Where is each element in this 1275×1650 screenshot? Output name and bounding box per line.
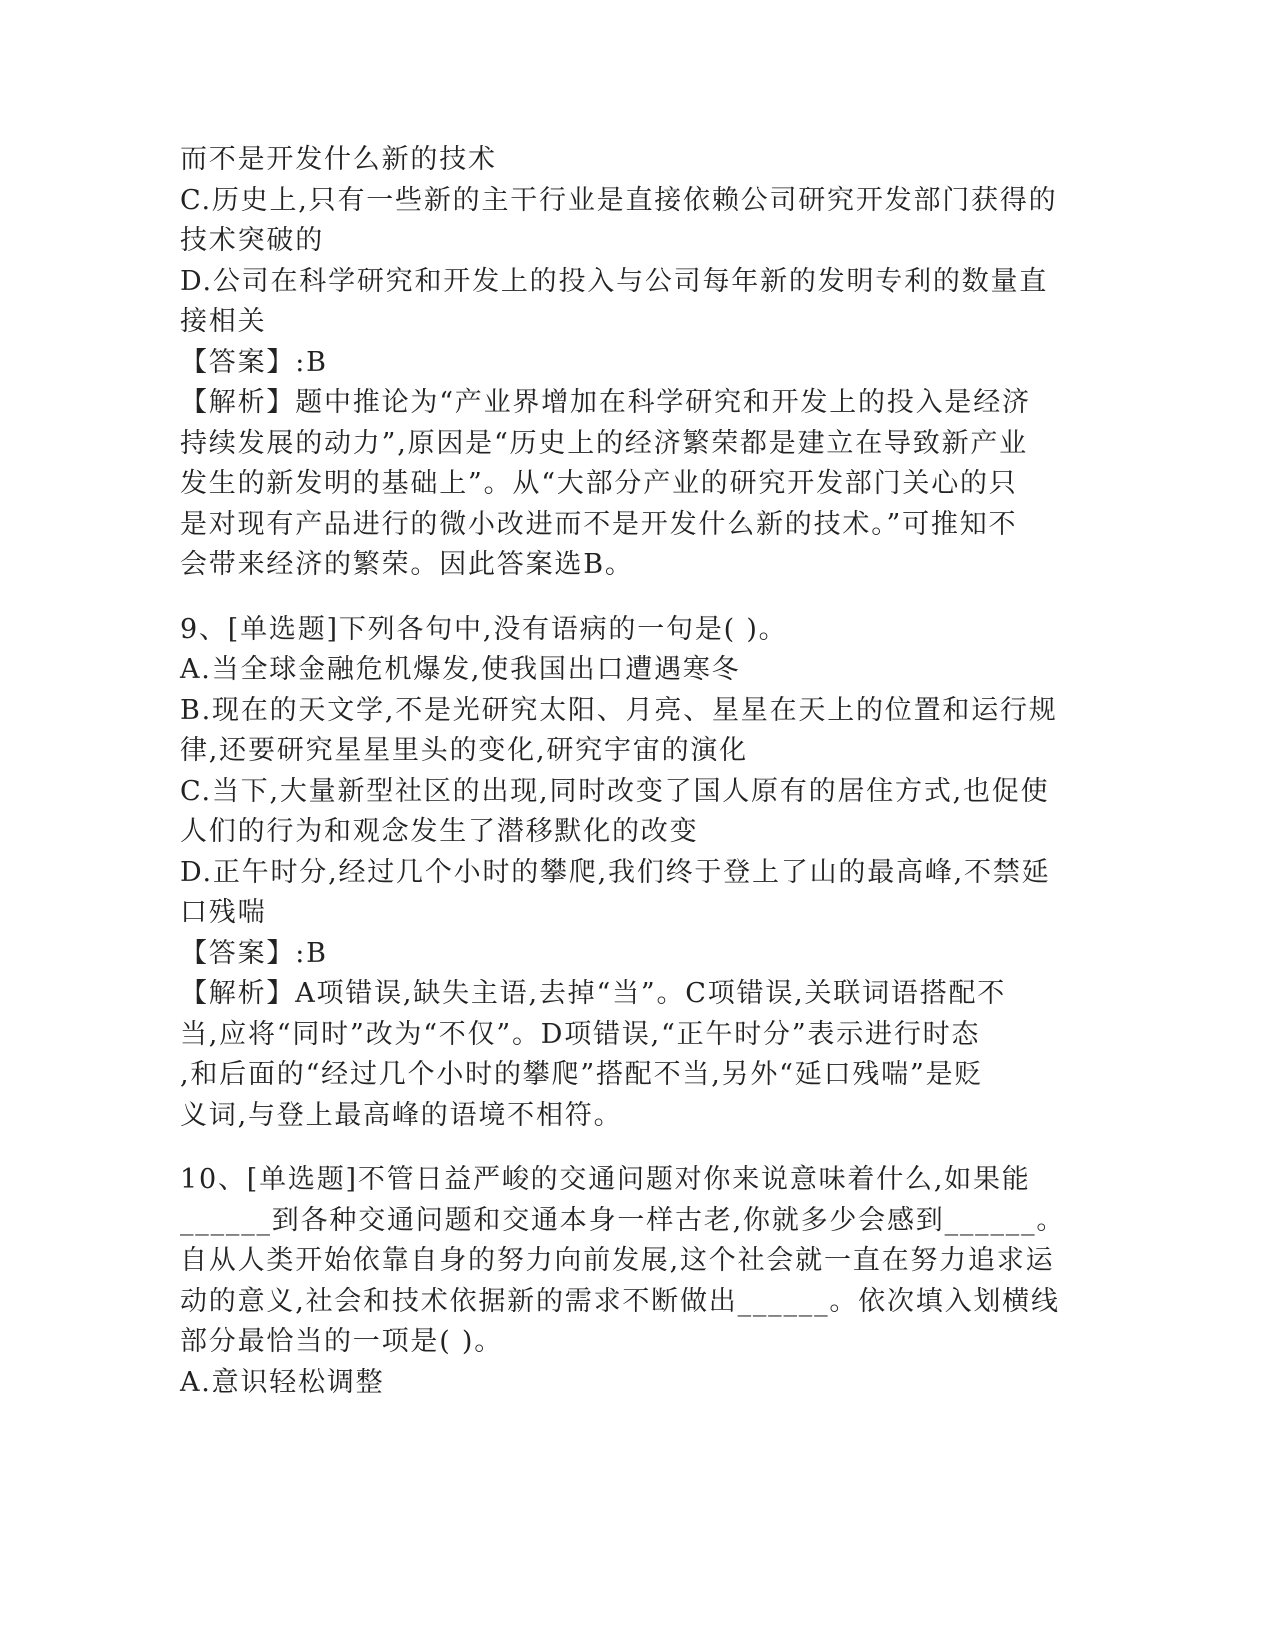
option-b-continued: 律,还要研究星星里头的变化,研究宇宙的演化	[180, 735, 748, 766]
option-d-continued: 接相关	[180, 306, 267, 337]
question-stem: 部分最恰当的一项是( )。	[180, 1326, 504, 1357]
question-stem: ______到各种交通问题和交通本身一样古老,你就多少会感到______。	[180, 1204, 1066, 1236]
question-stem: 10、[单选题]不管日益严峻的交通问题对你来说意味着什么,如果能	[180, 1164, 1031, 1195]
analysis-line: 【解析】A项错误,缺失主语,去掉“当”。C项错误,关联词语搭配不	[180, 978, 1007, 1009]
question-9	[180, 610, 1058, 1137]
analysis-line: 是对现有产品进行的微小改进而不是开发什么新的技术。”可推知不	[180, 508, 1018, 540]
analysis-line: 【解析】题中推论为“产业界增加在科学研究和开发上的投入是经济	[180, 387, 1031, 418]
analysis-line: 持续发展的动力”,原因是“历史上的经济繁荣都是建立在导致新产业	[180, 427, 1028, 459]
question-stem: 自从人类开始依靠自身的努力向前发展,这个社会就一直在努力追求运	[180, 1245, 1055, 1276]
answer-line: 【答案】:B	[180, 937, 328, 969]
analysis-line: ,和后面的“经过几个小时的攀爬”搭配不当,另外“延口残喘”是贬	[180, 1059, 984, 1090]
option-c-continued: 技术突破的	[180, 225, 324, 256]
option-c: C.当下,大量新型社区的出现,同时改变了国人原有的居住方式,也促使	[180, 775, 1050, 807]
analysis-line: 义词,与登上最高峰的语境不相符。	[180, 1099, 623, 1131]
document-page	[180, 140, 1066, 1403]
question-10	[180, 1160, 1066, 1403]
option-c: C.历史上,只有一些新的主干行业是直接依赖公司研究开发部门获得的	[180, 184, 1058, 216]
previous-question-continuation	[180, 140, 1058, 586]
option-d: D.正午时分,经过几个小时的攀爬,我们终于登上了山的最高峰,不禁延	[180, 856, 1051, 888]
analysis-line: 会带来经济的繁荣。因此答案选B。	[180, 549, 634, 580]
question-stem: 9、[单选题]下列各句中,没有语病的一句是( )。	[180, 613, 788, 645]
option-d-continued: 口残喘	[180, 897, 267, 928]
analysis-line: 发生的新发明的基础上”。从“大部分产业的研究开发部门关心的只	[180, 468, 1018, 499]
option-a: A.当全球金融危机爆发,使我国出口遭遇寒冬	[180, 654, 741, 685]
option-a: A.意识轻松调整	[180, 1366, 385, 1398]
answer-line: 【答案】:B	[180, 346, 328, 378]
option-d: D.公司在科学研究和开发上的投入与公司每年新的发明专利的数量直	[180, 265, 1049, 297]
question-stem: 动的意义,社会和技术依据新的需求不断做出______。依次填入划横线	[180, 1285, 1060, 1317]
analysis-line: 当,应将“同时”改为“不仅”。D项错误,“正午时分”表示进行时态	[180, 1018, 981, 1050]
option-c-continued: 人们的行为和观念发生了潜移默化的改变	[180, 816, 699, 847]
option-text-line: 而不是开发什么新的技术	[180, 144, 497, 175]
option-b: B.现在的天文学,不是光研究太阳、月亮、星星在天上的位置和运行规	[180, 694, 1058, 726]
